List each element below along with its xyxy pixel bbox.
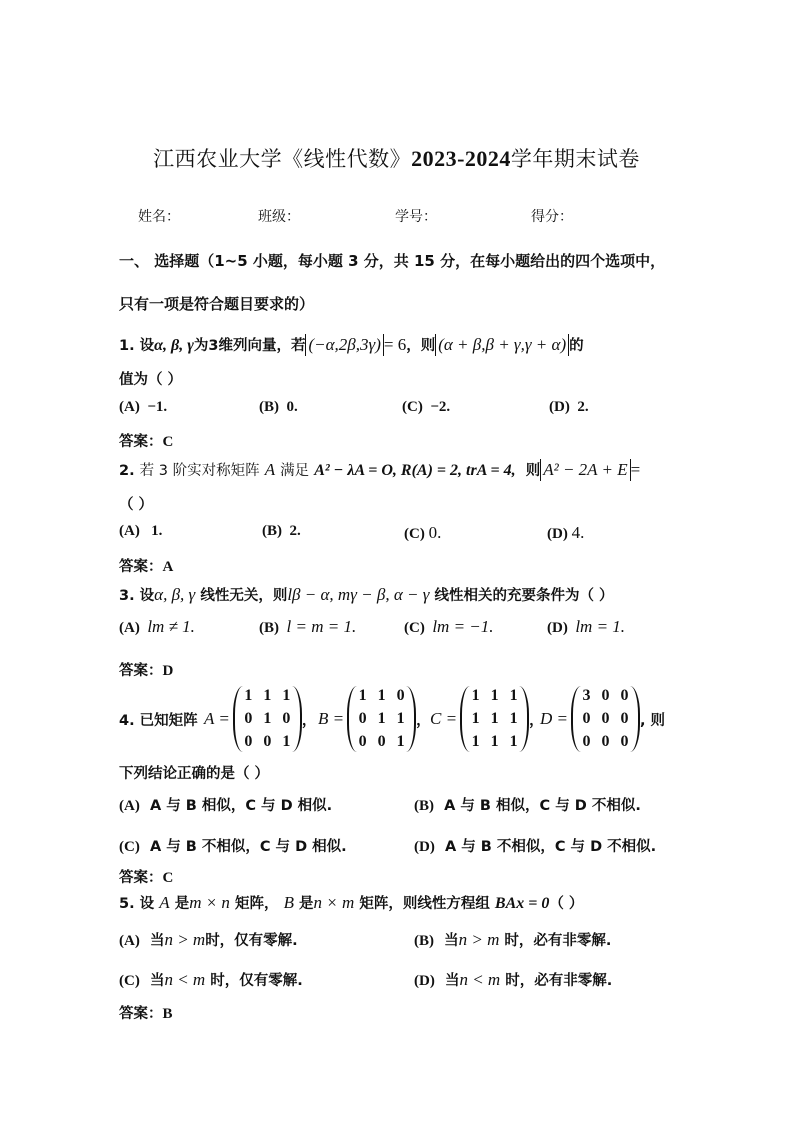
matrix-b [318,686,431,752]
option-label: (C) [119,973,140,989]
matrix-cell: 3 [582,687,591,704]
option-label: (A) [119,523,140,539]
option-value: 2. [289,523,301,539]
q2-option-d [547,523,584,543]
option-text: 当 [149,973,165,989]
q2-option-a [119,523,162,540]
matrix-cell: 1 [377,687,386,704]
matrix-cell: 0 [244,733,253,750]
option-label: (B) [414,798,434,814]
option-value: A 与 B 不相似，C 与 D 不相似. [444,839,657,855]
question-text: , 则 [640,712,666,729]
option-label: (D) [414,973,435,989]
question-number: 3. [119,588,135,604]
math-eq: = 6 [383,335,407,354]
q5-answer [119,1002,173,1023]
matrix-cell: 0 [358,733,367,750]
option-text: 当 [149,933,165,949]
question-number: 2. [119,463,135,479]
answer-label: 答案： [119,870,163,886]
class-field-label: 班级： [258,209,300,225]
section-heading-cont: 只有一项是符合题目要求的） [119,295,315,313]
option-label: (D) [549,399,570,415]
question-text: 则 [525,463,541,479]
q2-option-b [262,523,301,540]
question-text: 设 [139,896,155,912]
q5-option-b [414,929,611,950]
q1-answer [119,430,173,451]
matrix-cell: 1 [244,687,253,704]
q2-option-c [404,523,441,543]
matrix-cell: 1 [471,733,480,750]
q1-option-a [119,399,167,416]
option-label: (C) [404,526,425,542]
matrix-cell: 0 [601,710,610,727]
question-text: 矩阵， [235,896,279,912]
option-value: 0. [286,399,298,415]
option-label: (C) [402,399,423,415]
matrix-cell: 1 [263,710,272,727]
math-eq: = [630,460,641,479]
matrix-label: D = [540,709,568,728]
option-value: 2. [577,399,589,415]
question-text: 若 3 阶实对称矩阵 [139,463,260,479]
math-vars: α, β, γ [154,585,196,604]
question-text: 为3维列向量，若 [193,338,306,354]
question-1 [119,334,584,356]
q3-answer [119,659,173,680]
math-eq: BAx = 0 [494,895,550,912]
q3-option-d [547,617,625,637]
option-text: 时，必有非零解. [504,933,612,949]
option-text: 当 [444,973,460,989]
q5-option-a [119,929,298,950]
q4-option-d [414,835,656,856]
matrix-cell: 1 [490,687,499,704]
matrix-cell: 0 [282,710,291,727]
matrix-cell: 0 [358,710,367,727]
matrix-cell: 1 [396,710,405,727]
option-value: lm ≠ 1. [147,617,195,636]
question-1-cont: 值为（ ） [119,372,183,388]
matrix-cell: 1 [509,710,518,727]
separator: ， [416,712,431,729]
matrix-c [430,686,544,752]
q4-answer [119,866,173,887]
question-text: 满足 [280,463,310,479]
option-label: (B) [259,399,279,415]
option-text: 时，仅有零解. [210,973,303,989]
math-expr: lβ − α, mγ − β, α − γ [287,585,430,604]
math-var: B [283,893,294,912]
title-prefix: 江西农业大学《线性代数》 [153,147,412,171]
option-value: l = m = 1. [286,617,357,636]
option-value: 1. [151,523,163,539]
math-cond: n < m [459,970,501,989]
option-label: (B) [262,523,282,539]
option-value: lm = 1. [575,617,626,636]
matrix-cell: 0 [620,687,629,704]
score-field-label: 得分： [531,209,573,225]
q3-option-a [119,617,195,637]
option-label: (D) [547,620,568,636]
question-number: 4. [119,713,135,729]
math-cond: n > m [164,930,206,949]
math-var: A [264,460,276,479]
matrix-cell: 1 [471,687,480,704]
option-value: −1. [147,399,168,415]
matrix-grid [460,686,529,752]
option-value: A 与 B 相似，C 与 D 相似. [149,798,333,814]
option-label: (A) [119,620,140,636]
option-value: lm = −1. [432,617,494,636]
question-text: 线性无关，则 [200,588,288,604]
option-label: (A) [119,399,140,415]
q4-option-c [119,835,347,856]
option-text: 时，必有非零解. [505,973,613,989]
answer-value: C [162,870,174,886]
option-label: (A) [119,798,140,814]
question-3 [119,584,614,605]
q1-option-d [549,399,589,416]
question-text: 设 [139,588,155,604]
matrix-cell: 1 [490,710,499,727]
matrix-cell: 1 [509,687,518,704]
matrix-cell: 1 [358,687,367,704]
matrix-label: A = [204,709,230,728]
q3-option-c [404,617,494,637]
option-value: 0. [428,523,442,542]
question-number: 1. [119,338,135,354]
option-value: 4. [571,523,585,542]
math-condition: A² − λA = O, R(A) = 2, trA = 4, [314,462,516,479]
question-text: 是 [174,896,190,912]
matrix-grid [347,686,416,752]
q2-answer [119,555,173,576]
matrix-cell: 0 [263,733,272,750]
title-suffix: 学年期末试卷 [510,147,640,171]
question-2 [119,459,640,481]
option-label: (C) [404,620,425,636]
q5-option-d [414,969,612,990]
answer-value: A [162,559,174,575]
separator: ， [529,712,544,729]
question-text: （ ） [549,896,584,912]
matrix-cell: 0 [396,687,405,704]
q1-option-c [402,399,450,416]
question-5 [119,892,583,913]
title-year: 2023-2024 [411,146,511,171]
math-dim: n × m [313,893,355,912]
matrix-cell: 0 [377,733,386,750]
q1-option-b [259,399,298,416]
q5-option-c [119,969,303,990]
matrix-cell: 1 [377,710,386,727]
option-value: A 与 B 相似，C 与 D 不相似. [444,798,641,814]
question-text: 的 [569,338,584,354]
matrix-cell: 1 [509,733,518,750]
q4-option-a [119,794,332,815]
matrix-grid [571,686,640,752]
determinant-expr: (α + β,β + γ,γ + α) [435,334,569,356]
option-text: 时，仅有零解. [205,933,298,949]
matrix-label: C = [430,709,458,728]
matrix-cell: 0 [620,710,629,727]
matrix-grid [233,686,302,752]
option-value: A 与 B 不相似，C 与 D 相似. [149,839,347,855]
section-heading: 一、 选择题（1~5 小题，每小题 3 分，共 15 分，在每小题给出的四个选项中， [119,252,666,270]
matrix-cell: 0 [620,733,629,750]
option-label: (D) [547,526,568,542]
answer-label: 答案： [119,559,163,575]
math-cond: n > m [458,930,500,949]
option-text: 当 [444,933,459,949]
answer-value: C [162,434,174,450]
matrix-d [540,686,665,752]
determinant-expr: A² − 2A + E [540,459,630,481]
matrix-cell: 1 [490,733,499,750]
q4-option-b [414,794,641,815]
matrix-cell: 1 [282,687,291,704]
matrix-label: B = [318,709,345,728]
determinant-expr: (−α,2β,3γ) [305,334,383,356]
question-2-cont: （ ） [119,497,154,513]
option-label: (D) [414,839,435,855]
exam-title [0,143,793,173]
option-label: (B) [259,620,279,636]
question-text: 是 [299,896,314,912]
matrix-a [204,686,316,752]
option-value: −2. [430,399,451,415]
question-text: 线性相关的充要条件为（ ） [434,588,614,604]
matrix-cell: 0 [582,710,591,727]
matrix-cell: 1 [263,687,272,704]
question-text: 设 [139,338,155,354]
student-id-field-label: 学号： [395,209,437,225]
answer-label: 答案： [119,1006,163,1022]
name-field-label: 姓名： [138,209,180,225]
question-4-prefix [119,709,198,730]
matrix-cell: 1 [396,733,405,750]
matrix-cell: 1 [471,710,480,727]
option-label: (B) [414,933,434,949]
question-text: 已知矩阵 [139,713,198,729]
math-vars: α, β, γ [154,337,194,354]
answer-label: 答案： [119,434,163,450]
option-label: (A) [119,933,140,949]
math-cond: n < m [164,970,206,989]
answer-label: 答案： [119,663,163,679]
question-4-cont: 下列结论正确的是（ ） [119,766,270,782]
matrix-cell: 0 [601,733,610,750]
answer-value: D [162,663,174,679]
question-text: 矩阵，则线性方程组 [359,896,490,912]
question-number: 5. [119,896,135,912]
matrix-cell: 0 [244,710,253,727]
matrix-cell: 1 [282,733,291,750]
math-var: A [159,893,170,912]
matrix-cell: 0 [601,687,610,704]
math-dim: m × n [189,893,230,912]
q3-option-b [259,617,356,637]
matrix-cell: 0 [582,733,591,750]
option-label: (C) [119,839,140,855]
answer-value: B [162,1006,173,1022]
separator: ， [301,712,317,729]
question-text: ，则 [406,338,436,354]
